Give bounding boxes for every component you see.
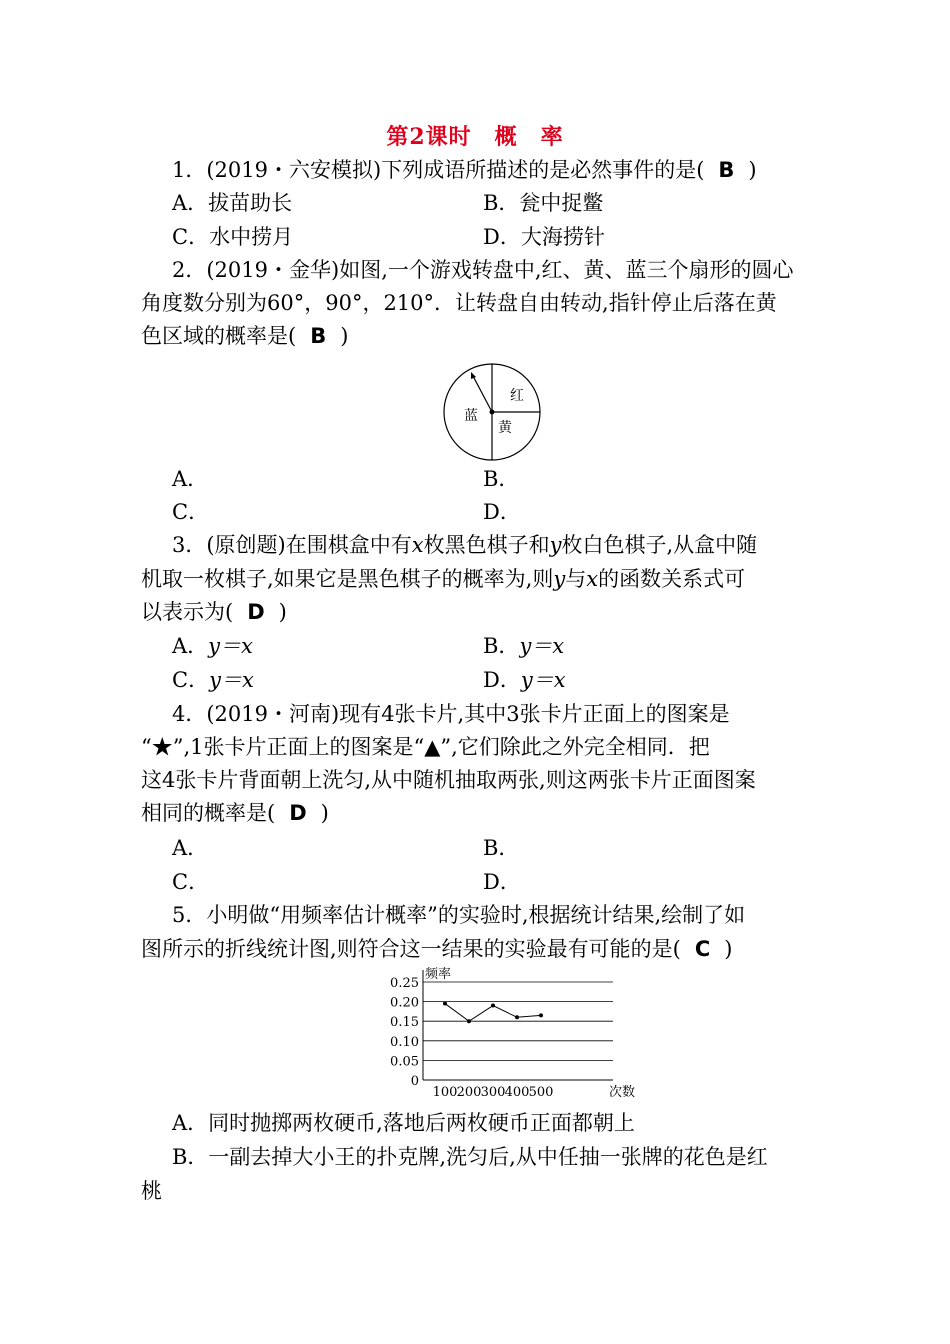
q1-option-a: A．拔苗助长 [172,191,293,215]
data-point [467,1019,471,1023]
question-2-line-3: 色区域的概率是( B ) [141,324,349,348]
spinner-center-dot [490,410,495,415]
question-1-answer: B [718,158,735,182]
question-4-line-1: 4．(2019・河南)现有4张卡片,其中3张卡片正面上的图案是 [172,702,730,726]
question-1-stem: 1．(2019・六安模拟)下列成语所描述的是必然事件的是( B ) [172,158,757,182]
y-tick-label: 0.15 [390,1015,419,1031]
q4-option-a: A． [172,836,209,860]
spinner-diagram [440,360,545,465]
sector-label-blue: 蓝 [464,408,478,424]
question-5-answer: C [694,937,711,961]
q3-option-d: D．y＝x [483,668,566,692]
question-2-answer: B [310,324,327,348]
x-tick-label: 400 [504,1085,530,1100]
y-tick-label: 0.05 [390,1054,419,1070]
spinner-pointer [473,376,492,412]
y-tick-label: 0.20 [390,995,419,1011]
y-tick-label: 0 [410,1074,419,1089]
x-tick-label: 200 [456,1085,482,1100]
y-tick-label: 0.10 [390,1034,419,1050]
question-3-line-2: 机取一枚棋子,如果它是黑色棋子的概率为,则y与x的函数关系式可 [141,567,746,591]
question-5-line-1: 5．小明做“用频率估计概率”的实验时,根据统计结果,绘制了如 [172,903,746,927]
x-tick-label: 300 [480,1085,506,1100]
q5-option-a: A．同时抛掷两枚硬币,落地后两枚硬币正面都朝上 [172,1111,635,1135]
q4-option-d: D． [483,870,521,894]
q5-option-b-line-2: 桃 [141,1179,162,1203]
spinner-pointer-arrowhead [471,372,476,379]
question-4-line-2: “★”,1张卡片正面上的图案是“▲”,它们除此之外完全相同．把 [141,735,710,759]
question-4-answer: D [289,801,307,825]
q5-option-b-line-1: B．一副去掉大小王的扑克牌,洗匀后,从中任抽一张牌的花色是红 [172,1145,768,1169]
q2-option-c: C． [172,500,210,524]
q2-option-a: A． [172,467,209,491]
q3-option-a: A．y＝x [172,634,253,658]
question-3-line-3: 以表示为( D ) [141,600,287,624]
y-tick-label: 0.25 [390,976,419,991]
question-3-line-1: 3．(原创题)在围棋盒中有x枚黑色棋子和y枚白色棋子,从盒中随 [172,533,758,557]
q1-option-c: C．水中捞月 [172,225,294,249]
data-point [515,1015,519,1019]
question-2-line-1: 2．(2019・金华)如图,一个游戏转盘中,红、黄、蓝三个扇形的圆心 [172,258,794,282]
y-axis-label: 频率 [425,967,452,982]
q2-option-d: D． [483,500,521,524]
data-point [539,1013,543,1017]
q3-option-c: C．y＝x [172,668,254,692]
question-4-line-4: 相同的概率是( D ) [141,801,329,825]
x-tick-label: 100 [432,1085,458,1100]
frequency-line-chart [375,962,636,1102]
sector-label-red: 红 [510,388,524,404]
q2-option-b: B． [483,467,520,491]
data-point [491,1004,495,1008]
q1-option-b: B．瓮中捉鳖 [483,191,604,215]
question-5-line-2: 图所示的折线统计图,则符合这一结果的实验最有可能的是( C ) [141,937,733,961]
data-point [443,1002,447,1006]
question-2-line-2: 角度数分别为60°，90°，210°．让转盘自由转动,指针停止后落在黄 [141,291,777,315]
question-3-answer: D [247,600,265,624]
x-tick-label: 500 [528,1085,554,1100]
q4-option-b: B． [483,836,520,860]
q4-option-c: C． [172,870,210,894]
question-4-line-3: 这4张卡片背面朝上洗匀,从中随机抽取两张,则这两张卡片正面图案 [141,768,756,792]
x-axis-label: 次数 [609,1085,636,1100]
page-title: 第2课时 概 率 [386,124,564,150]
q3-option-b: B．y＝x [483,634,565,658]
q1-option-d: D．大海捞针 [483,225,605,249]
sector-label-yellow: 黄 [498,420,512,436]
